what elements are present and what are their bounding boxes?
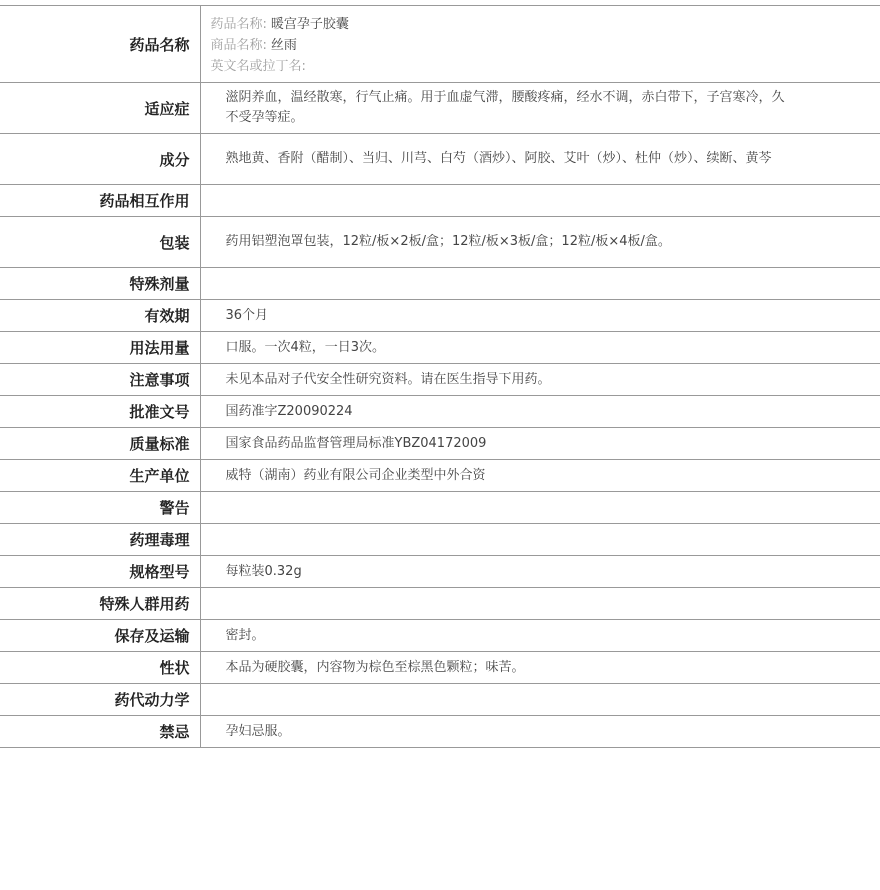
row-value: 国家食品药品监督管理局标准YBZ04172009 [200, 428, 880, 460]
row-quality-standard [0, 428, 880, 460]
row-label: 用法用量 [0, 332, 200, 364]
row-value: 本品为硬胶囊，内容物为棕色至棕黑色颗粒；味苦。 [200, 652, 880, 684]
row-value: 密封。 [200, 620, 880, 652]
row-pharmacokinetics [0, 684, 880, 716]
row-contraindications [0, 716, 880, 748]
row-pharmacology [0, 524, 880, 556]
row-precautions [0, 364, 880, 396]
row-value: 口服。一次4粒，一日3次。 [200, 332, 880, 364]
row-value: 36个月 [200, 300, 880, 332]
row-value: 药用铝塑泡罩包装，12粒/板×2板/盒；12粒/板×3板/盒；12粒/板×4板/盒。 [200, 217, 880, 268]
row-label: 生产单位 [0, 460, 200, 492]
generic-name-value: 暖宫孕子胶囊 [270, 16, 349, 32]
row-label: 保存及运输 [0, 620, 200, 652]
row-dosage [0, 332, 880, 364]
row-value: 未见本品对子代安全性研究资料。请在医生指导下用药。 [200, 364, 880, 396]
row-label: 注意事项 [0, 364, 200, 396]
row-value [200, 492, 880, 524]
english-name-line [211, 56, 791, 77]
row-shelf-life [0, 300, 880, 332]
row-label: 有效期 [0, 300, 200, 332]
drug-name-cell [200, 6, 880, 83]
row-value [200, 684, 880, 716]
row-label: 警告 [0, 492, 200, 524]
row-value [200, 588, 880, 620]
generic-name-key: 药品名称: [210, 16, 267, 32]
trade-name-line [211, 35, 791, 56]
row-label: 规格型号 [0, 556, 200, 588]
row-value: 孕妇忌服。 [200, 716, 880, 748]
drug-spec-table [0, 5, 880, 748]
trade-name-key: 商品名称: [210, 37, 267, 53]
row-value [200, 185, 880, 217]
row-label: 特殊剂量 [0, 268, 200, 300]
row-approval-number [0, 396, 880, 428]
row-description [0, 652, 880, 684]
row-interactions [0, 185, 880, 217]
drug-spec-sheet [0, 5, 880, 748]
row-storage [0, 620, 880, 652]
row-packaging [0, 217, 880, 268]
row-label: 性状 [0, 652, 200, 684]
row-label: 成分 [0, 134, 200, 185]
row-label: 药理毒理 [0, 524, 200, 556]
row-label: 质量标准 [0, 428, 200, 460]
row-special-dosage [0, 268, 880, 300]
row-drug-name [0, 6, 880, 83]
row-label: 药品名称 [0, 6, 200, 83]
row-label: 包装 [0, 217, 200, 268]
row-warning [0, 492, 880, 524]
row-value: 威特（湖南）药业有限公司企业类型中外合资 [200, 460, 880, 492]
row-indications [0, 83, 880, 134]
row-label: 禁忌 [0, 716, 200, 748]
row-label: 药代动力学 [0, 684, 200, 716]
row-value: 每粒装0.32g [200, 556, 880, 588]
row-value: 国药准字Z20090224 [200, 396, 880, 428]
generic-name-line [211, 14, 791, 35]
row-manufacturer [0, 460, 880, 492]
row-label: 适应症 [0, 83, 200, 134]
row-label: 特殊人群用药 [0, 588, 200, 620]
row-label: 批准文号 [0, 396, 200, 428]
row-label: 药品相互作用 [0, 185, 200, 217]
english-name-key: 英文名或拉丁名: [210, 58, 306, 74]
row-value [200, 524, 880, 556]
row-specification [0, 556, 880, 588]
row-value: 滋阴养血，温经散寒，行气止痛。用于血虚气滞，腰酸疼痛，经水不调，赤白带下，子宫寒冷，久不受孕等症。 [200, 83, 880, 134]
row-value: 熟地黄、香附（醋制）、当归、川芎、白芍（酒炒）、阿胶、艾叶（炒）、杜仲（炒）、续断、黄芩 [200, 134, 880, 185]
trade-name-value: 丝雨 [270, 37, 297, 53]
row-ingredients [0, 134, 880, 185]
row-special-populations [0, 588, 880, 620]
row-value [200, 268, 880, 300]
